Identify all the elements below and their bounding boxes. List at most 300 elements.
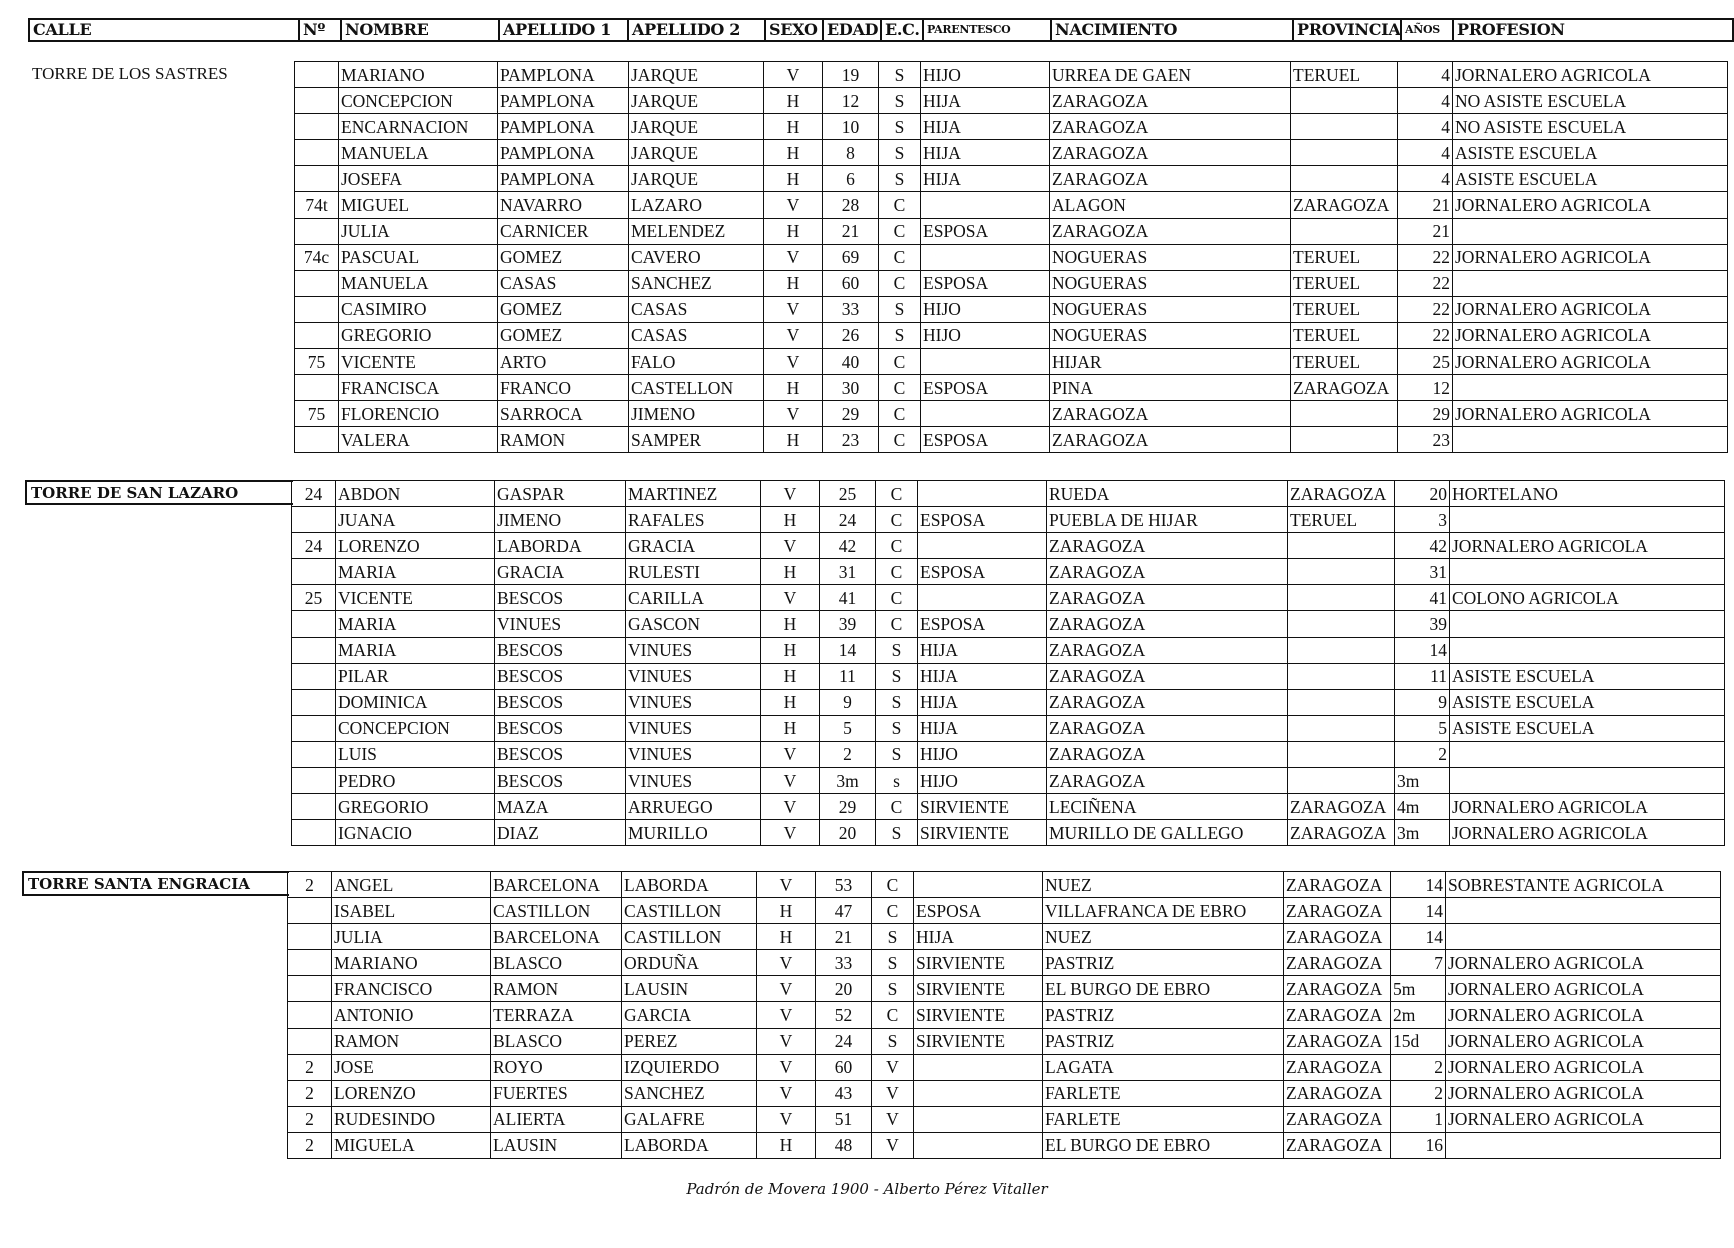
cell-estado-civil: C [879,218,921,244]
cell-nacimiento: ZARAGOZA [1047,585,1288,611]
table-row [295,375,1728,401]
cell-nacimiento: ZARAGOZA [1050,218,1291,244]
cell-estado-civil: C [879,375,921,401]
cell-apellido-1: PAMPLONA [498,62,629,88]
cell-parentesco: HIJA [918,689,1047,715]
cell-parentesco: SIRVIENTE [914,1028,1043,1054]
cell-sexo: V [757,1106,816,1132]
cell-profesion [1450,768,1725,794]
cell-nombre: CASIMIRO [339,296,498,322]
cell-apellido-2: FALO [629,349,764,375]
cell-numero [292,715,336,741]
cell-sexo: V [764,401,823,427]
cell-profesion: ASISTE ESCUELA [1450,715,1725,741]
cell-nombre: LORENZO [336,533,495,559]
cell-provincia: ZARAGOZA [1284,924,1391,950]
table-row [292,768,1725,794]
cell-anos: 4 [1398,140,1453,166]
cell-anos: 4m [1395,794,1450,820]
cell-provincia: ZARAGOZA [1284,872,1391,898]
cell-apellido-1: GOMEZ [498,296,629,322]
cell-nacimiento: PASTRIZ [1043,1002,1284,1028]
cell-edad: 21 [823,218,879,244]
cell-parentesco: SIRVIENTE [918,794,1047,820]
cell-profesion: ASISTE ESCUELA [1450,689,1725,715]
cell-nombre: MIGUELA [332,1132,491,1158]
cell-provincia: TERUEL [1291,296,1398,322]
cell-estado-civil: V [872,1106,914,1132]
cell-anos: 14 [1395,637,1450,663]
cell-estado-civil: S [879,166,921,192]
cell-nacimiento: NOGUERAS [1050,244,1291,270]
table-row [295,322,1728,348]
header-calle: CALLE [30,20,300,40]
cell-nombre: FRANCISCA [339,375,498,401]
cell-nombre: ANTONIO [332,1002,491,1028]
cell-apellido-1: TERRAZA [491,1002,622,1028]
cell-apellido-2: GASCON [626,611,761,637]
cell-provincia: TERUEL [1288,507,1395,533]
cell-parentesco: ESPOSA [918,559,1047,585]
cell-profesion: COLONO AGRICOLA [1450,585,1725,611]
cell-parentesco [921,349,1050,375]
cell-nombre: MARIANO [332,950,491,976]
cell-provincia: ZARAGOZA [1284,950,1391,976]
cell-nombre: MARIA [336,611,495,637]
cell-nombre: PASCUAL [339,244,498,270]
cell-profesion: JORNALERO AGRICOLA [1446,1002,1721,1028]
cell-apellido-1: MAZA [495,794,626,820]
cell-apellido-2: CASTILLON [622,924,757,950]
cell-sexo: V [764,244,823,270]
cell-numero [288,950,332,976]
cell-apellido-2: JARQUE [629,140,764,166]
cell-provincia [1288,559,1395,585]
header-anos: AÑOS [1402,20,1454,40]
cell-anos: 3m [1395,820,1450,846]
cell-edad: 39 [820,611,876,637]
cell-numero: 24 [292,533,336,559]
cell-estado-civil: S [872,924,914,950]
cell-profesion [1446,898,1721,924]
cell-apellido-2: ARRUEGO [626,794,761,820]
cell-estado-civil: S [876,741,918,767]
cell-anos: 4 [1398,62,1453,88]
cell-profesion: JORNALERO AGRICOLA [1453,349,1728,375]
cell-numero: 74t [295,192,339,218]
cell-sexo: H [757,898,816,924]
cell-apellido-2: IZQUIERDO [622,1054,757,1080]
cell-anos: 4 [1398,88,1453,114]
cell-nombre: CONCEPCION [339,88,498,114]
cell-numero: 75 [295,349,339,375]
cell-estado-civil: S [876,663,918,689]
cell-profesion [1446,924,1721,950]
cell-edad: 20 [816,976,872,1002]
census-table-section-1 [294,61,1728,453]
cell-anos: 4 [1398,166,1453,192]
cell-nacimiento: ZARAGOZA [1050,401,1291,427]
cell-nacimiento: RUEDA [1047,481,1288,507]
cell-estado-civil: C [872,898,914,924]
cell-nombre: FRANCISCO [332,976,491,1002]
cell-apellido-2: SAMPER [629,427,764,453]
cell-nacimiento: ZARAGOZA [1047,689,1288,715]
cell-nacimiento: ZARAGOZA [1047,611,1288,637]
cell-nacimiento: PUEBLA DE HIJAR [1047,507,1288,533]
cell-edad: 9 [820,689,876,715]
cell-estado-civil: S [872,976,914,1002]
cell-numero [288,976,332,1002]
cell-estado-civil: C [876,585,918,611]
table-row [292,611,1725,637]
cell-nacimiento: NOGUERAS [1050,296,1291,322]
cell-profesion: HORTELANO [1450,481,1725,507]
cell-sexo: V [757,1054,816,1080]
cell-parentesco: HIJA [921,166,1050,192]
section-calle-label: TORRE DE LOS SASTRES [32,64,228,83]
cell-profesion: JORNALERO AGRICOLA [1453,401,1728,427]
cell-profesion [1453,218,1728,244]
cell-numero: 2 [288,1080,332,1106]
cell-parentesco [914,1080,1043,1106]
table-row [288,898,1721,924]
cell-parentesco: HIJA [914,924,1043,950]
cell-parentesco: ESPOSA [921,270,1050,296]
cell-provincia: ZARAGOZA [1291,375,1398,401]
cell-profesion [1450,507,1725,533]
cell-apellido-1: BARCELONA [491,872,622,898]
cell-numero [292,663,336,689]
cell-apellido-1: GRACIA [495,559,626,585]
cell-sexo: V [761,533,820,559]
cell-apellido-2: SANCHEZ [629,270,764,296]
table-row [288,950,1721,976]
cell-numero [292,559,336,585]
cell-sexo: V [764,322,823,348]
table-row [292,715,1725,741]
cell-apellido-1: GOMEZ [498,322,629,348]
cell-edad: 41 [820,585,876,611]
table-row [295,140,1728,166]
cell-edad: 23 [823,427,879,453]
cell-sexo: H [761,507,820,533]
cell-nacimiento: LECIÑENA [1047,794,1288,820]
cell-edad: 52 [816,1002,872,1028]
cell-sexo: H [764,88,823,114]
table-row [292,481,1725,507]
cell-provincia [1291,218,1398,244]
cell-anos: 7 [1391,950,1446,976]
cell-numero [295,322,339,348]
cell-nacimiento: NUEZ [1043,924,1284,950]
cell-parentesco: HIJA [921,114,1050,140]
cell-parentesco: HIJO [918,741,1047,767]
cell-apellido-1: BESCOS [495,768,626,794]
cell-edad: 25 [820,481,876,507]
cell-provincia: ZARAGOZA [1288,820,1395,846]
cell-apellido-2: VINUES [626,715,761,741]
cell-provincia [1291,140,1398,166]
page-footer: Padrón de Movera 1900 - Alberto Pérez Vitaller [686,1180,1048,1198]
table-row [295,88,1728,114]
cell-anos: 22 [1398,244,1453,270]
cell-apellido-1: RAMON [491,976,622,1002]
table-row [292,689,1725,715]
cell-apellido-1: NAVARRO [498,192,629,218]
table-row [292,507,1725,533]
table-row [292,585,1725,611]
cell-anos: 15d [1391,1028,1446,1054]
cell-nombre: MANUELA [339,140,498,166]
cell-apellido-2: CAVERO [629,244,764,270]
cell-provincia [1288,533,1395,559]
cell-nombre: RAMON [332,1028,491,1054]
cell-apellido-2: JIMENO [629,401,764,427]
cell-provincia: ZARAGOZA [1284,1080,1391,1106]
cell-provincia: TERUEL [1291,62,1398,88]
cell-anos: 2 [1395,741,1450,767]
cell-edad: 40 [823,349,879,375]
cell-apellido-2: SANCHEZ [622,1080,757,1106]
cell-apellido-2: LAZARO [629,192,764,218]
table-row [295,244,1728,270]
cell-parentesco: HIJO [918,768,1047,794]
cell-profesion: JORNALERO AGRICOLA [1453,322,1728,348]
cell-sexo: H [757,924,816,950]
cell-parentesco: SIRVIENTE [914,1002,1043,1028]
cell-provincia: ZARAGOZA [1284,1106,1391,1132]
cell-sexo: V [757,950,816,976]
cell-nacimiento: PASTRIZ [1043,1028,1284,1054]
table-row [288,1080,1721,1106]
cell-anos: 21 [1398,192,1453,218]
cell-provincia: ZARAGOZA [1284,1028,1391,1054]
cell-numero [292,507,336,533]
cell-sexo: H [761,559,820,585]
cell-edad: 47 [816,898,872,924]
cell-sexo: V [757,872,816,898]
cell-parentesco [914,1106,1043,1132]
cell-numero [295,166,339,192]
cell-profesion [1450,611,1725,637]
cell-provincia [1288,768,1395,794]
cell-nacimiento: ZARAGOZA [1050,166,1291,192]
cell-anos: 14 [1391,924,1446,950]
cell-apellido-1: LABORDA [495,533,626,559]
cell-provincia [1288,611,1395,637]
header-sexo: SEXO [766,20,824,40]
cell-estado-civil: C [879,401,921,427]
cell-edad: 24 [820,507,876,533]
cell-numero [295,427,339,453]
section-calle-label: TORRE SANTA ENGRACIA [22,871,289,896]
cell-estado-civil: S [879,296,921,322]
cell-apellido-1: LAUSIN [491,1132,622,1158]
cell-profesion [1453,375,1728,401]
cell-apellido-2: ORDUÑA [622,950,757,976]
table-row [288,976,1721,1002]
section-calle-label: TORRE DE SAN LAZARO [25,480,293,505]
cell-sexo: H [761,663,820,689]
cell-estado-civil: S [879,114,921,140]
cell-anos: 21 [1398,218,1453,244]
cell-nombre: CONCEPCION [336,715,495,741]
census-table-section-3 [287,871,1721,1159]
cell-estado-civil: C [876,507,918,533]
cell-sexo: V [761,768,820,794]
cell-parentesco: HIJO [921,62,1050,88]
cell-apellido-2: LABORDA [622,1132,757,1158]
cell-apellido-1: BARCELONA [491,924,622,950]
cell-anos: 16 [1391,1132,1446,1158]
cell-sexo: V [761,794,820,820]
cell-profesion: JORNALERO AGRICOLA [1453,296,1728,322]
cell-estado-civil: C [876,611,918,637]
cell-nombre: MARIA [336,559,495,585]
cell-nombre: LORENZO [332,1080,491,1106]
cell-estado-civil: C [876,794,918,820]
cell-nombre: PEDRO [336,768,495,794]
cell-apellido-1: SARROCA [498,401,629,427]
table-row [288,1002,1721,1028]
cell-nombre: JUANA [336,507,495,533]
cell-anos: 3m [1395,768,1450,794]
cell-anos: 1 [1391,1106,1446,1132]
table-row [295,62,1728,88]
header-provincia: PROVINCIA [1294,20,1402,40]
cell-provincia [1291,166,1398,192]
cell-edad: 24 [816,1028,872,1054]
table-row [288,1106,1721,1132]
cell-estado-civil: S [876,689,918,715]
cell-anos: 29 [1398,401,1453,427]
cell-profesion [1450,559,1725,585]
cell-numero [295,296,339,322]
cell-profesion: JORNALERO AGRICOLA [1453,62,1728,88]
cell-edad: 6 [823,166,879,192]
cell-nombre: ENCARNACION [339,114,498,140]
cell-profesion: NO ASISTE ESCUELA [1453,88,1728,114]
cell-apellido-1: BLASCO [491,1028,622,1054]
cell-edad: 8 [823,140,879,166]
cell-parentesco: ESPOSA [918,611,1047,637]
cell-profesion [1450,741,1725,767]
cell-apellido-1: BESCOS [495,585,626,611]
cell-parentesco: ESPOSA [918,507,1047,533]
header-apellido-2: APELLIDO 2 [629,20,766,40]
cell-parentesco: HIJA [918,637,1047,663]
cell-edad: 3m [820,768,876,794]
cell-apellido-1: BESCOS [495,689,626,715]
cell-nombre: ANGEL [332,872,491,898]
cell-sexo: H [761,611,820,637]
cell-nombre: IGNACIO [336,820,495,846]
cell-numero [292,794,336,820]
cell-nacimiento: FARLETE [1043,1080,1284,1106]
cell-anos: 3 [1395,507,1450,533]
cell-anos: 25 [1398,349,1453,375]
cell-nacimiento: ZARAGOZA [1047,559,1288,585]
cell-nacimiento: URREA DE GAEN [1050,62,1291,88]
cell-parentesco [914,872,1043,898]
cell-nombre: VALERA [339,427,498,453]
table-row [295,270,1728,296]
cell-sexo: V [764,62,823,88]
cell-apellido-1: PAMPLONA [498,114,629,140]
cell-anos: 42 [1395,533,1450,559]
cell-apellido-2: VINUES [626,741,761,767]
cell-profesion: ASISTE ESCUELA [1453,166,1728,192]
cell-estado-civil: C [876,533,918,559]
cell-nombre: LUIS [336,741,495,767]
cell-edad: 51 [816,1106,872,1132]
cell-parentesco [918,533,1047,559]
cell-nombre: PILAR [336,663,495,689]
cell-sexo: H [757,1132,816,1158]
cell-provincia: ZARAGOZA [1288,481,1395,507]
cell-nacimiento: HIJAR [1050,349,1291,375]
cell-nacimiento: NUEZ [1043,872,1284,898]
cell-edad: 28 [823,192,879,218]
cell-apellido-1: BESCOS [495,715,626,741]
header-edad: EDAD [824,20,882,40]
cell-nombre: RUDESINDO [332,1106,491,1132]
cell-parentesco [914,1054,1043,1080]
cell-edad: 11 [820,663,876,689]
cell-sexo: V [757,1002,816,1028]
cell-provincia: ZARAGOZA [1284,1002,1391,1028]
header-profesion: PROFESION [1457,20,1565,39]
cell-estado-civil: s [876,768,918,794]
cell-estado-civil: C [879,427,921,453]
cell-apellido-1: BESCOS [495,741,626,767]
cell-nacimiento: ZARAGOZA [1047,533,1288,559]
cell-provincia: TERUEL [1291,270,1398,296]
cell-numero: 2 [288,1106,332,1132]
cell-profesion: JORNALERO AGRICOLA [1446,1028,1721,1054]
table-row [295,349,1728,375]
header-nombre: NOMBRE [342,20,500,40]
cell-anos: 9 [1395,689,1450,715]
cell-parentesco [921,244,1050,270]
cell-anos: 39 [1395,611,1450,637]
cell-provincia [1288,715,1395,741]
cell-provincia: TERUEL [1291,349,1398,375]
table-row [288,872,1721,898]
cell-sexo: V [761,741,820,767]
cell-provincia: ZARAGOZA [1284,976,1391,1002]
cell-provincia: TERUEL [1291,322,1398,348]
table-row [288,1054,1721,1080]
cell-provincia [1288,741,1395,767]
cell-apellido-2: GARCIA [622,1002,757,1028]
header-numero: Nº [300,20,342,40]
cell-anos: 22 [1398,322,1453,348]
cell-apellido-2: PEREZ [622,1028,757,1054]
cell-apellido-2: RULESTI [626,559,761,585]
cell-apellido-1: BESCOS [495,637,626,663]
cell-numero: 2 [288,1132,332,1158]
cell-profesion: SOBRESTANTE AGRICOLA [1446,872,1721,898]
cell-sexo: V [761,820,820,846]
cell-nombre: MARIANO [339,62,498,88]
table-row [292,637,1725,663]
cell-numero: 75 [295,401,339,427]
cell-anos: 31 [1395,559,1450,585]
header-apellido-1: APELLIDO 1 [500,20,629,40]
cell-edad: 48 [816,1132,872,1158]
